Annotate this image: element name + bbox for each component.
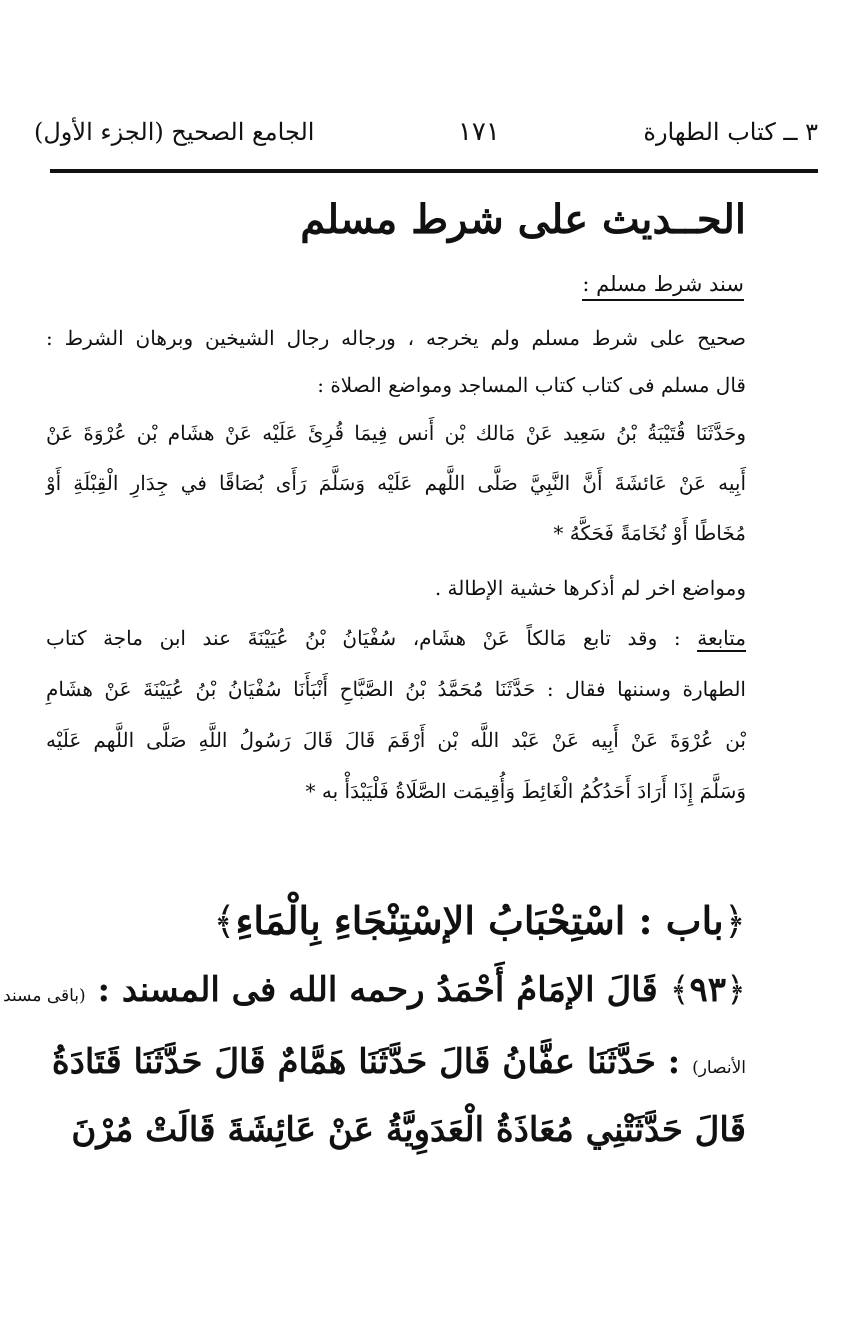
- book-title: الجامع الصحيح (الجزء الأول): [34, 118, 315, 146]
- text-line: وَسَلَّمَ إِذَا أَرَادَ أَحَدُكُمُ الْغَائِطَ وَأُقِيمَت الصَّلَاةُ فَلْيَبْدَأْ به *: [305, 779, 746, 803]
- text-line: وحَدَّثَنَا قُتَيْبَةُ بْنُ سَعِيد عَنْ مَالك بْن أَنس فِيمَا قُرِئَ عَلَيْه عَنْ هشَام بْن عُرْوَةَ عَنْ: [46, 421, 746, 445]
- chapter-heading: ٣ ــ كتاب الطهارة: [643, 118, 818, 146]
- section-title: الحــديث على شرط مسلم: [300, 196, 746, 243]
- text-line: ومواضع اخر لم أذكرها خشية الإطالة .: [434, 576, 746, 600]
- header-divider: [50, 169, 818, 173]
- hadith-text: : حَدَّثَنَا عفَّانُ قَالَ حَدَّثَنَا هَمَّامٌ قَالَ حَدَّثَنَا قَتَادَةُ: [51, 1042, 681, 1082]
- ornament-close: ﴾: [213, 899, 236, 943]
- hadith-number: ٩٣: [689, 970, 727, 1010]
- ornament-open: ﴿: [726, 970, 746, 1010]
- hadith-line: قَالَ حَدَّثَتْنِي مُعَاذَةُ الْعَدَوِيَّةُ عَنْ عَائِشَةَ قَالَتْ مُرْنَ: [71, 1110, 746, 1150]
- followup-text: : وقد تابع مَالكاً عَنْ هشَام، سُفْيَانُ بْنُ عُيَيْنَةَ عند ابن ماجة كتاب: [46, 626, 681, 650]
- ornament-open: ﴿: [723, 899, 746, 943]
- text-line: بْن عُرْوَةَ عَنْ أَبِيه عَنْ عَبْد اللَّه بْن أَرْقَمَ قَالَ قَالَ رَسُولُ اللَّهِ صَلَّى اللَّهم عَلَيْه: [46, 728, 746, 752]
- ornament-close: ﴾: [669, 970, 690, 1010]
- chapter-title-text: باب : اسْتِحْبَابُ الإسْتِنْجَاءِ بِالْمَاءِ: [235, 898, 724, 943]
- hadith-intro: قَالَ الإمَامُ أَحْمَدُ رحمه الله فى المسند :: [97, 970, 658, 1010]
- text-line: أَبِيه عَنْ عَائشَةَ أَنَّ النَّبِيَّ صَلَّى اللَّهم عَلَيْه وَسَلَّمَ رَأَى بُصَاقًا في جِدَارِ الْقِبْلَةِ أَوْ: [46, 471, 746, 495]
- text-line: صحيح على شرط مسلم ولم يخرجه ، ورجاله رجال الشيخين وبرهان الشرط :: [46, 326, 746, 350]
- text-line: مُخَاطًا أَوْ نُخَامَةً فَحَكَّهُ *: [553, 521, 746, 545]
- source-note: الأنصار): [692, 1058, 746, 1078]
- chapter-title: [213, 898, 746, 943]
- page-number: ١٧١: [457, 117, 500, 147]
- hadith-line: [46, 1040, 746, 1084]
- running-header: [34, 112, 818, 152]
- text-line: [46, 625, 746, 651]
- hadith-line: [3, 968, 746, 1012]
- text-line: قال مسلم فى كتاب كتاب المساجد ومواضع الصلاة :: [317, 373, 746, 397]
- source-note: (باقى مسند: [3, 986, 86, 1006]
- subheading: سند شرط مسلم :: [582, 272, 744, 301]
- text-line: الطهارة وسننها فقال : حَدَّثَنَا مُحَمَّدُ بْنُ الصَّبَّاحِ أَنْبَأَنَا سُفْيَانُ بْنُ عُيَيْنَةَ عَنْ هشَامِ: [46, 677, 746, 701]
- followup-label: متابعة: [697, 626, 747, 650]
